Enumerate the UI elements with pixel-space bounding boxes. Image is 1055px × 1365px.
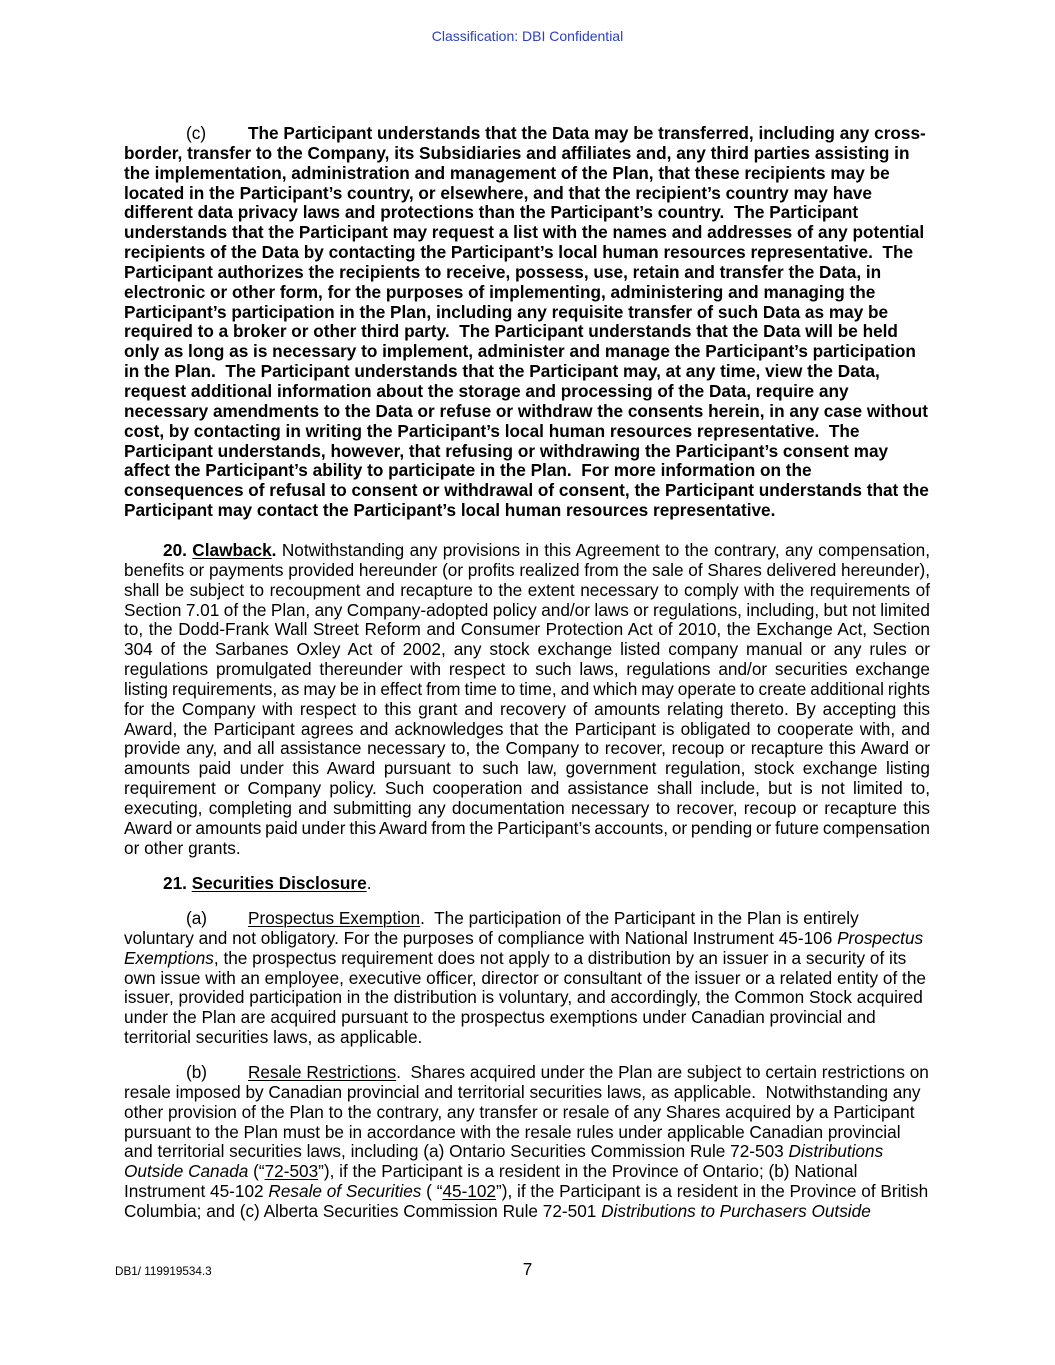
clause-c-line bbox=[124, 124, 930, 144]
clause-c-line: required to a broker or other third party. The Participant understands that the Data will be held bbox=[124, 321, 898, 342]
clause-21a-title: Prospectus Exemption bbox=[248, 908, 421, 928]
clause-21a-label: (a) bbox=[186, 908, 208, 928]
section-20-line: 304 of the Sarbanes Oxley Act of 2002, any stock exchange listed company manual or any rules or bbox=[124, 639, 930, 660]
section-20-line: provide any, and all assistance necessary to, the Company to recover, recoup or recapture this Award or bbox=[124, 738, 930, 759]
clause-21b-text: ( “ bbox=[421, 1181, 443, 1202]
clause-21a-italic-term: Exemptions bbox=[124, 947, 214, 968]
section-20-line: to, the Dodd-Frank Wall Street Reform and Consumer Protection Act of 2010, the Exchange Act, Section bbox=[124, 619, 930, 640]
clause-c-line: located in the Participant’s country, or elsewhere, and that the recipient’s country may have bbox=[124, 182, 872, 203]
clause-21b-line: other provision of the Plan to the contrary, any transfer or resale of any Shares acquired by a Participant bbox=[124, 1101, 915, 1122]
clause-21b-line: resale imposed by Canadian provincial and territorial securities laws, as applicable. Notwithstanding any bbox=[124, 1081, 921, 1102]
clause-21a-line bbox=[124, 949, 930, 969]
clause-c-line: understands that the Participant may request a list with the names and addresses of any potential bbox=[124, 222, 925, 243]
clause-c-line: border, transfer to the Company, its Subsidiaries and affiliates and, any third parties assisting in bbox=[124, 142, 910, 163]
clause-21b-text: Instrument 45-102 bbox=[124, 1181, 269, 1202]
clause-21b-title: Resale Restrictions bbox=[248, 1062, 397, 1082]
section-20-line: executing, completing and submitting any documentation necessary to recover, recoup or recapture this bbox=[124, 797, 930, 818]
section-20-line: shall be subject to recoupment and recapture to the extent necessary to comply with the requirements of bbox=[124, 579, 930, 600]
clause-21b-text: and territorial securities laws, including (a) Ontario Securities Commission Rule 72-503 bbox=[124, 1141, 789, 1162]
clause-21a-text: . The participation of the Participant in the Plan is entirely bbox=[420, 908, 859, 928]
clause-21a-line: issuer, provided participation in the distribution is voluntary, and accordingly, the Common Stock acquired bbox=[124, 987, 923, 1008]
section-20-number: 20. bbox=[163, 540, 187, 560]
clause-21a-line: under the Plan are acquired pursuant to the prospectus exemptions under Canadian provincial and bbox=[124, 1007, 876, 1028]
clause-c-line: electronic or other form, for the purposes of implementing, administering and managing the bbox=[124, 281, 876, 302]
section-20-line: or other grants. bbox=[124, 837, 241, 858]
section-20-paragraph bbox=[124, 541, 930, 859]
clause-21b-label: (b) bbox=[186, 1062, 208, 1082]
clause-21b-text: ”), if the Participant is a resident in the Province of Ontario; (b) National bbox=[318, 1161, 858, 1182]
section-20-line: Award or amounts paid under this Award from the Participant’s accounts, or pending or future compensation bbox=[124, 817, 930, 838]
clause-c-line: in the Plan. The Participant understands that the Participant may, at any time, view the Data, bbox=[124, 361, 880, 382]
clause-21a-text: voluntary and not obligatory. For the purposes of compliance with National Instrument 45-106 bbox=[124, 927, 838, 948]
clause-21b-line: pursuant to the Plan must be in accordance with the resale rules under applicable Canadian provincial bbox=[124, 1121, 901, 1142]
clause-21b-text: Columbia; and (c) Alberta Securities Commission Rule 72-501 bbox=[124, 1200, 602, 1221]
section-20-title-period: . bbox=[271, 540, 277, 560]
defined-term-72-503: 72-503 bbox=[264, 1161, 319, 1182]
document-id: DB1/ 119919534.3 bbox=[115, 1265, 212, 1278]
clause-c-line: cost, by contacting in writing the Participant’s local human resources representative. The bbox=[124, 420, 860, 441]
clause-21a-line: territorial securities laws, as applicable. bbox=[124, 1027, 423, 1048]
section-20-text: Notwithstanding any provisions in this Agreement to the contrary, any compensation, bbox=[276, 540, 930, 560]
clause-21a-line bbox=[124, 929, 930, 949]
clause-21b-italic-term: Distributions to Purchasers Outside bbox=[601, 1200, 871, 1221]
clause-c-text: The Participant understands that the Data may be transferred, including any cross- bbox=[248, 123, 926, 143]
clause-21a-text: , the prospectus requirement does not apply to a distribution by an issuer in a security of its bbox=[213, 947, 907, 968]
clause-c-label: (c) bbox=[186, 123, 207, 143]
clause-21b-paragraph bbox=[124, 1063, 930, 1222]
page-number: 7 bbox=[522, 1259, 533, 1279]
section-20-line: regulations promulgated thereunder with respect to such laws, regulations and/or securities exchange bbox=[124, 659, 930, 680]
clause-c-line: Participant may contact the Participant’s local human resources representative. bbox=[124, 500, 776, 521]
section-21-heading-line bbox=[124, 874, 930, 894]
section-20-line: requirement or Company policy. Such cooperation and assistance shall include, but is not limited to, bbox=[124, 778, 930, 799]
clause-c-line: only as long as is necessary to implement, administer and manage the Participant’s participation bbox=[124, 341, 916, 362]
clause-c-line: request additional information about the storage and processing of the Data, require any bbox=[124, 380, 849, 401]
section-20-line: listing requirements, as may be in effect from time to time, and which may operate to create additional rights bbox=[124, 678, 930, 699]
section-21-title-period: . bbox=[366, 873, 372, 893]
clause-c-line: Participant understands, however, that refusing or withdrawing the Participant’s consent may bbox=[124, 440, 889, 461]
clause-21b-text: (“ bbox=[248, 1161, 265, 1182]
clause-21a-line bbox=[124, 909, 930, 929]
classification-label: Classification: DBI Confidential bbox=[431, 28, 624, 44]
clause-c-line: the implementation, administration and management of the Plan, that these recipients may be bbox=[124, 162, 890, 183]
section-21-number: 21. bbox=[163, 873, 187, 893]
section-20-line: Award, the Participant agrees and acknowledges that the Participant is obligated to cooperate with, and bbox=[124, 718, 930, 739]
clause-c-line: consequences of refusal to consent or withdrawal of consent, the Participant understands that the bbox=[124, 480, 929, 501]
clause-21b-line bbox=[124, 1142, 930, 1162]
section-21-heading bbox=[124, 874, 930, 894]
clause-21b-italic-term: Distributions bbox=[788, 1141, 884, 1162]
section-20-title: Clawback bbox=[192, 540, 272, 560]
clause-21b-text: ”), if the Participant is a resident in the Province of British bbox=[496, 1181, 929, 1202]
section-20-line: amounts paid under this Award pursuant to such law, government regulation, stock exchange listing bbox=[124, 758, 930, 779]
section-21-title: Securities Disclosure bbox=[191, 873, 367, 893]
clause-21a-line: own issue with an employee, executive officer, director or consultant of the issuer or a related entity of the bbox=[124, 967, 926, 988]
section-20-line: benefits or payments provided hereunder (or profits realized from the sale of Shares delivered hereunder), bbox=[124, 559, 930, 580]
clause-21b-line bbox=[124, 1063, 930, 1083]
clause-c-line: necessary amendments to the Data or refuse or withdraw the consents herein, in any case without bbox=[124, 400, 928, 421]
clause-21a-italic-term: Prospectus bbox=[837, 927, 924, 948]
clause-21b-italic-term: Resale of Securities bbox=[268, 1181, 422, 1202]
clause-21b-italic-term: Outside Canada bbox=[124, 1161, 249, 1182]
clause-21a-paragraph bbox=[124, 909, 930, 1048]
clause-c-paragraph bbox=[124, 124, 930, 521]
clause-21b-line bbox=[124, 1162, 930, 1182]
clause-c-line: Participant authorizes the recipients to receive, possess, use, retain and transfer the Data, in bbox=[124, 261, 882, 282]
section-20-line: for the Company with respect to this grant and recovery of amounts relating thereto. By accepting this bbox=[124, 698, 930, 719]
section-20-line: Section 7.01 of the Plan, any Company-adopted policy and/or laws or regulations, including, but not limited bbox=[124, 599, 930, 620]
defined-term-45-102: 45-102 bbox=[442, 1181, 497, 1202]
clause-c-line: affect the Participant’s ability to participate in the Plan. For more information on the bbox=[124, 460, 812, 481]
clause-c-line: recipients of the Data by contacting the Participant’s local human resources representative. The bbox=[124, 242, 914, 263]
clause-c-line: different data privacy laws and protections than the Participant’s country. The Participant bbox=[124, 202, 859, 223]
clause-21b-line bbox=[124, 1182, 930, 1202]
section-20-line bbox=[124, 541, 930, 561]
clause-21b-line bbox=[124, 1202, 930, 1222]
clause-c-line: Participant’s participation in the Plan, including any requisite transfer of such Data as may be bbox=[124, 301, 889, 322]
clause-21b-text: . Shares acquired under the Plan are subject to certain restrictions on bbox=[396, 1062, 929, 1082]
